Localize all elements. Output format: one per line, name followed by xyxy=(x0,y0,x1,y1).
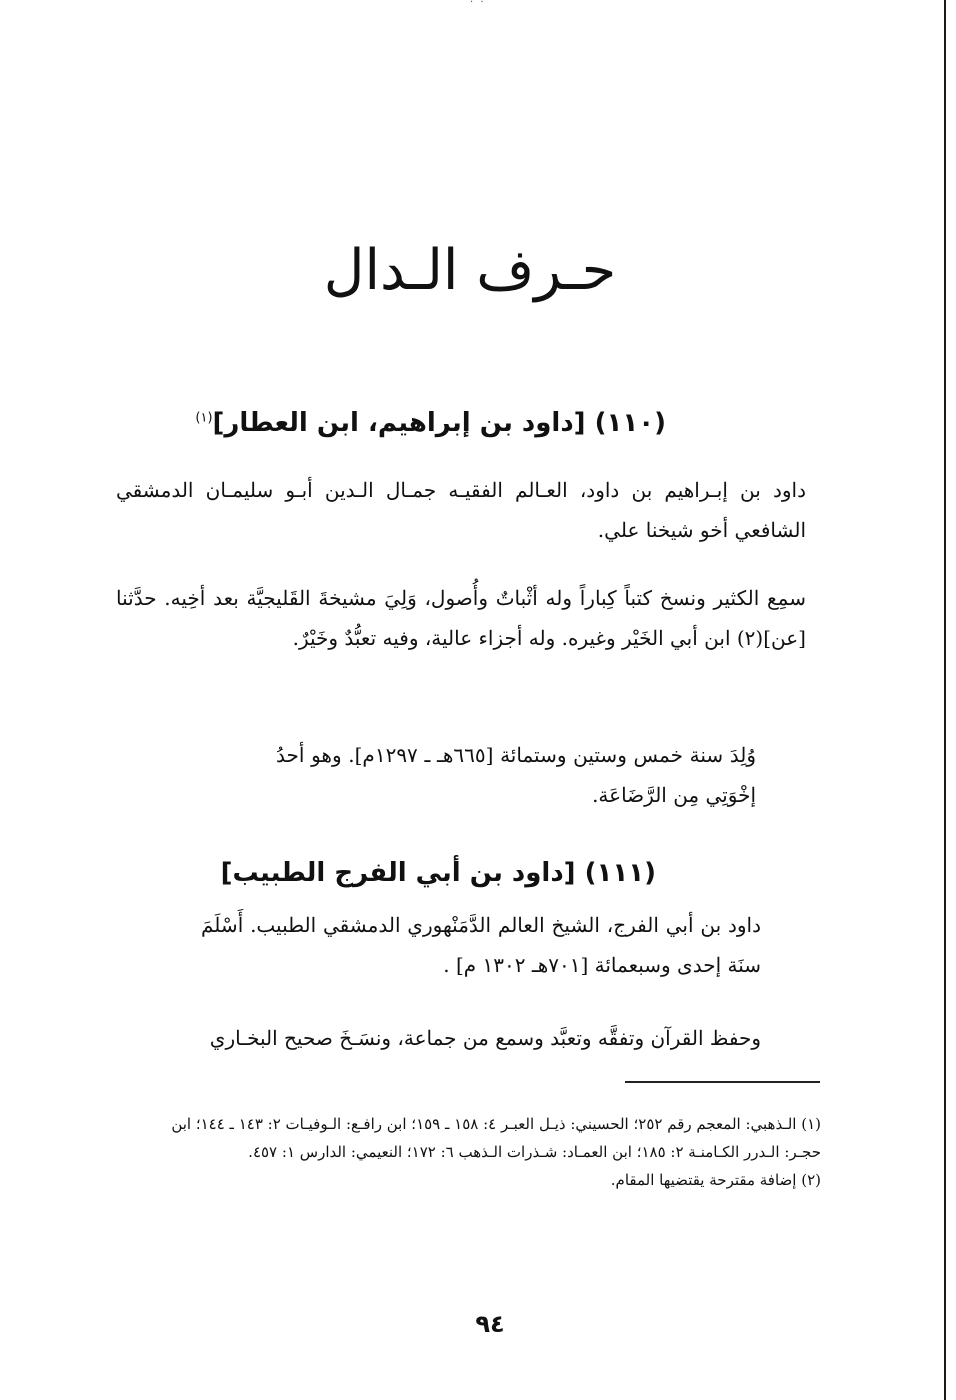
entry-110-heading xyxy=(195,408,666,438)
entry-110-paragraph-3: وُلِدَ سنة خمس وستين وستمائة [٦٦٥هـ ـ ١٢٩٧م]. وهو أحدُ إخْوَتِي مِن الرَّضَاعَة. xyxy=(276,743,757,807)
footnote-ref-1: (١) xyxy=(195,410,213,426)
entry-111-paragraph-2: وحفظ القرآن وتفقَّه وتعبَّد وسمع من جماعة، ونسَـخَ صحيح البخـاري xyxy=(209,1026,761,1050)
footnotes xyxy=(131,1110,821,1194)
page-edge-line xyxy=(944,0,946,1400)
entry-110-heading-text: (١١٠) [داود بن إبراهيم، ابن العطار] xyxy=(212,408,666,438)
footnote-divider xyxy=(625,1081,820,1083)
entry-111-paragraph-1: داود بن أبي الفرج، الشيخ العالم الدَّمَنْهوري الدمشقي الطبيب. أَسْلَمَ سنَة إحدى وسبعمائة [٧٠١هـ ١٣٠٢ م] . xyxy=(201,913,761,977)
entry-110-paragraph-1: داود بن إبـراهيم بن داود، العـالم الفقيـه جمـال الـدين أبـو سليمـان الدمشقي الشافعي أخو شيخنا علي. xyxy=(116,478,806,542)
footnote-1: (١) الـذهبي: المعجم رقم ٢٥٢؛ الحسيني: ذيـل العبـر ٤: ١٥٨ ـ ١٥٩؛ ابن رافـع: الـوفيـات ٢: ١٤٣ ـ ١٤٤؛ ابن حجـر: الـدرر الكـامنـة ٢: ١٨٥؛ ابن العمـاد: شـذرات الـذهب ٦: ١٧٢؛ النعيمي: الدارس ١: ٤٥٧. xyxy=(171,1115,821,1161)
top-scan-mark: · · xyxy=(470,0,486,8)
footnote-2: (٢) إضافة مقترحة يقتضيها المقام. xyxy=(610,1171,821,1189)
entry-111-heading: (١١١) [داود بن أبي الفرج الطبيب] xyxy=(220,858,656,888)
entry-110-paragraph-2: سمِع الكثير ونسخ كتباً كِباراً وله أثْباتٌ وأُصول، وَلِيَ مشيخةَ القَليجيَّة بعد أخِيه. حدَّثنا [عن](٢) ابن أبي الخَيْر وغيره. وله أجزاء عالية، وفيه تعبُّدٌ وخَيْرٌ. xyxy=(116,586,806,650)
chapter-title: حـرف الـدال xyxy=(323,238,617,303)
page-number: ٩٤ xyxy=(475,1310,505,1338)
